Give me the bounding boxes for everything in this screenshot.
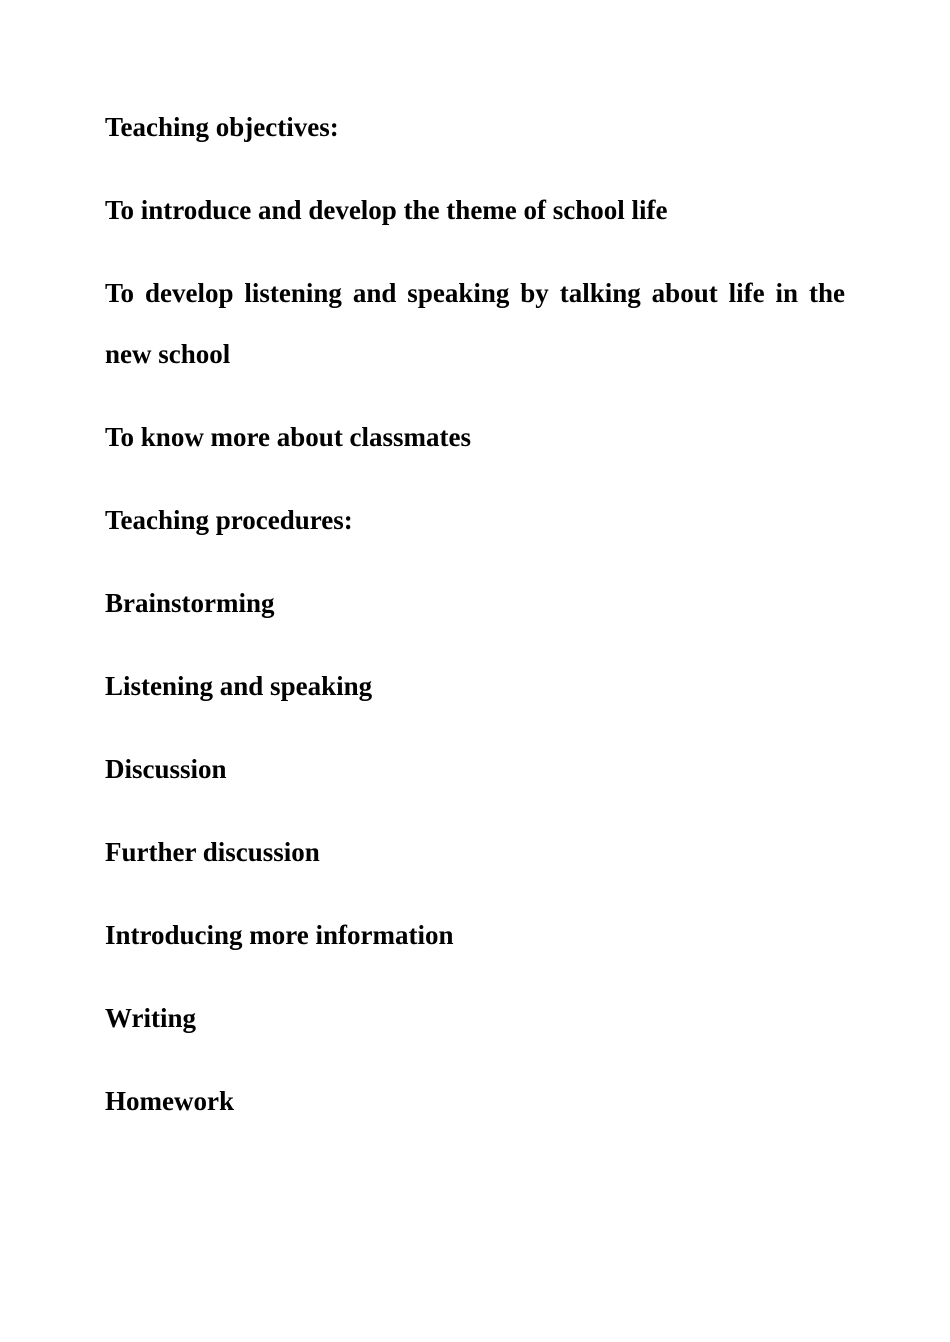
procedure-item: Listening and speaking xyxy=(105,671,373,701)
procedure-item: Introducing more information xyxy=(105,920,454,950)
objectives-heading: Teaching objectives: xyxy=(105,112,339,142)
procedure-item: Brainstorming xyxy=(105,588,275,618)
procedure-item: Writing xyxy=(105,1003,197,1033)
procedure-item: Discussion xyxy=(105,754,227,784)
document-body xyxy=(105,97,845,1154)
procedures-heading: Teaching procedures: xyxy=(105,505,353,535)
procedure-item: Homework xyxy=(105,1086,234,1116)
objective-item: To know more about classmates xyxy=(105,422,472,452)
objective-item: To introduce and develop the theme of school life xyxy=(105,195,668,225)
procedure-item: Further discussion xyxy=(105,837,320,867)
objective-item: To develop listening and speaking by talking about life in the new school xyxy=(105,278,845,369)
